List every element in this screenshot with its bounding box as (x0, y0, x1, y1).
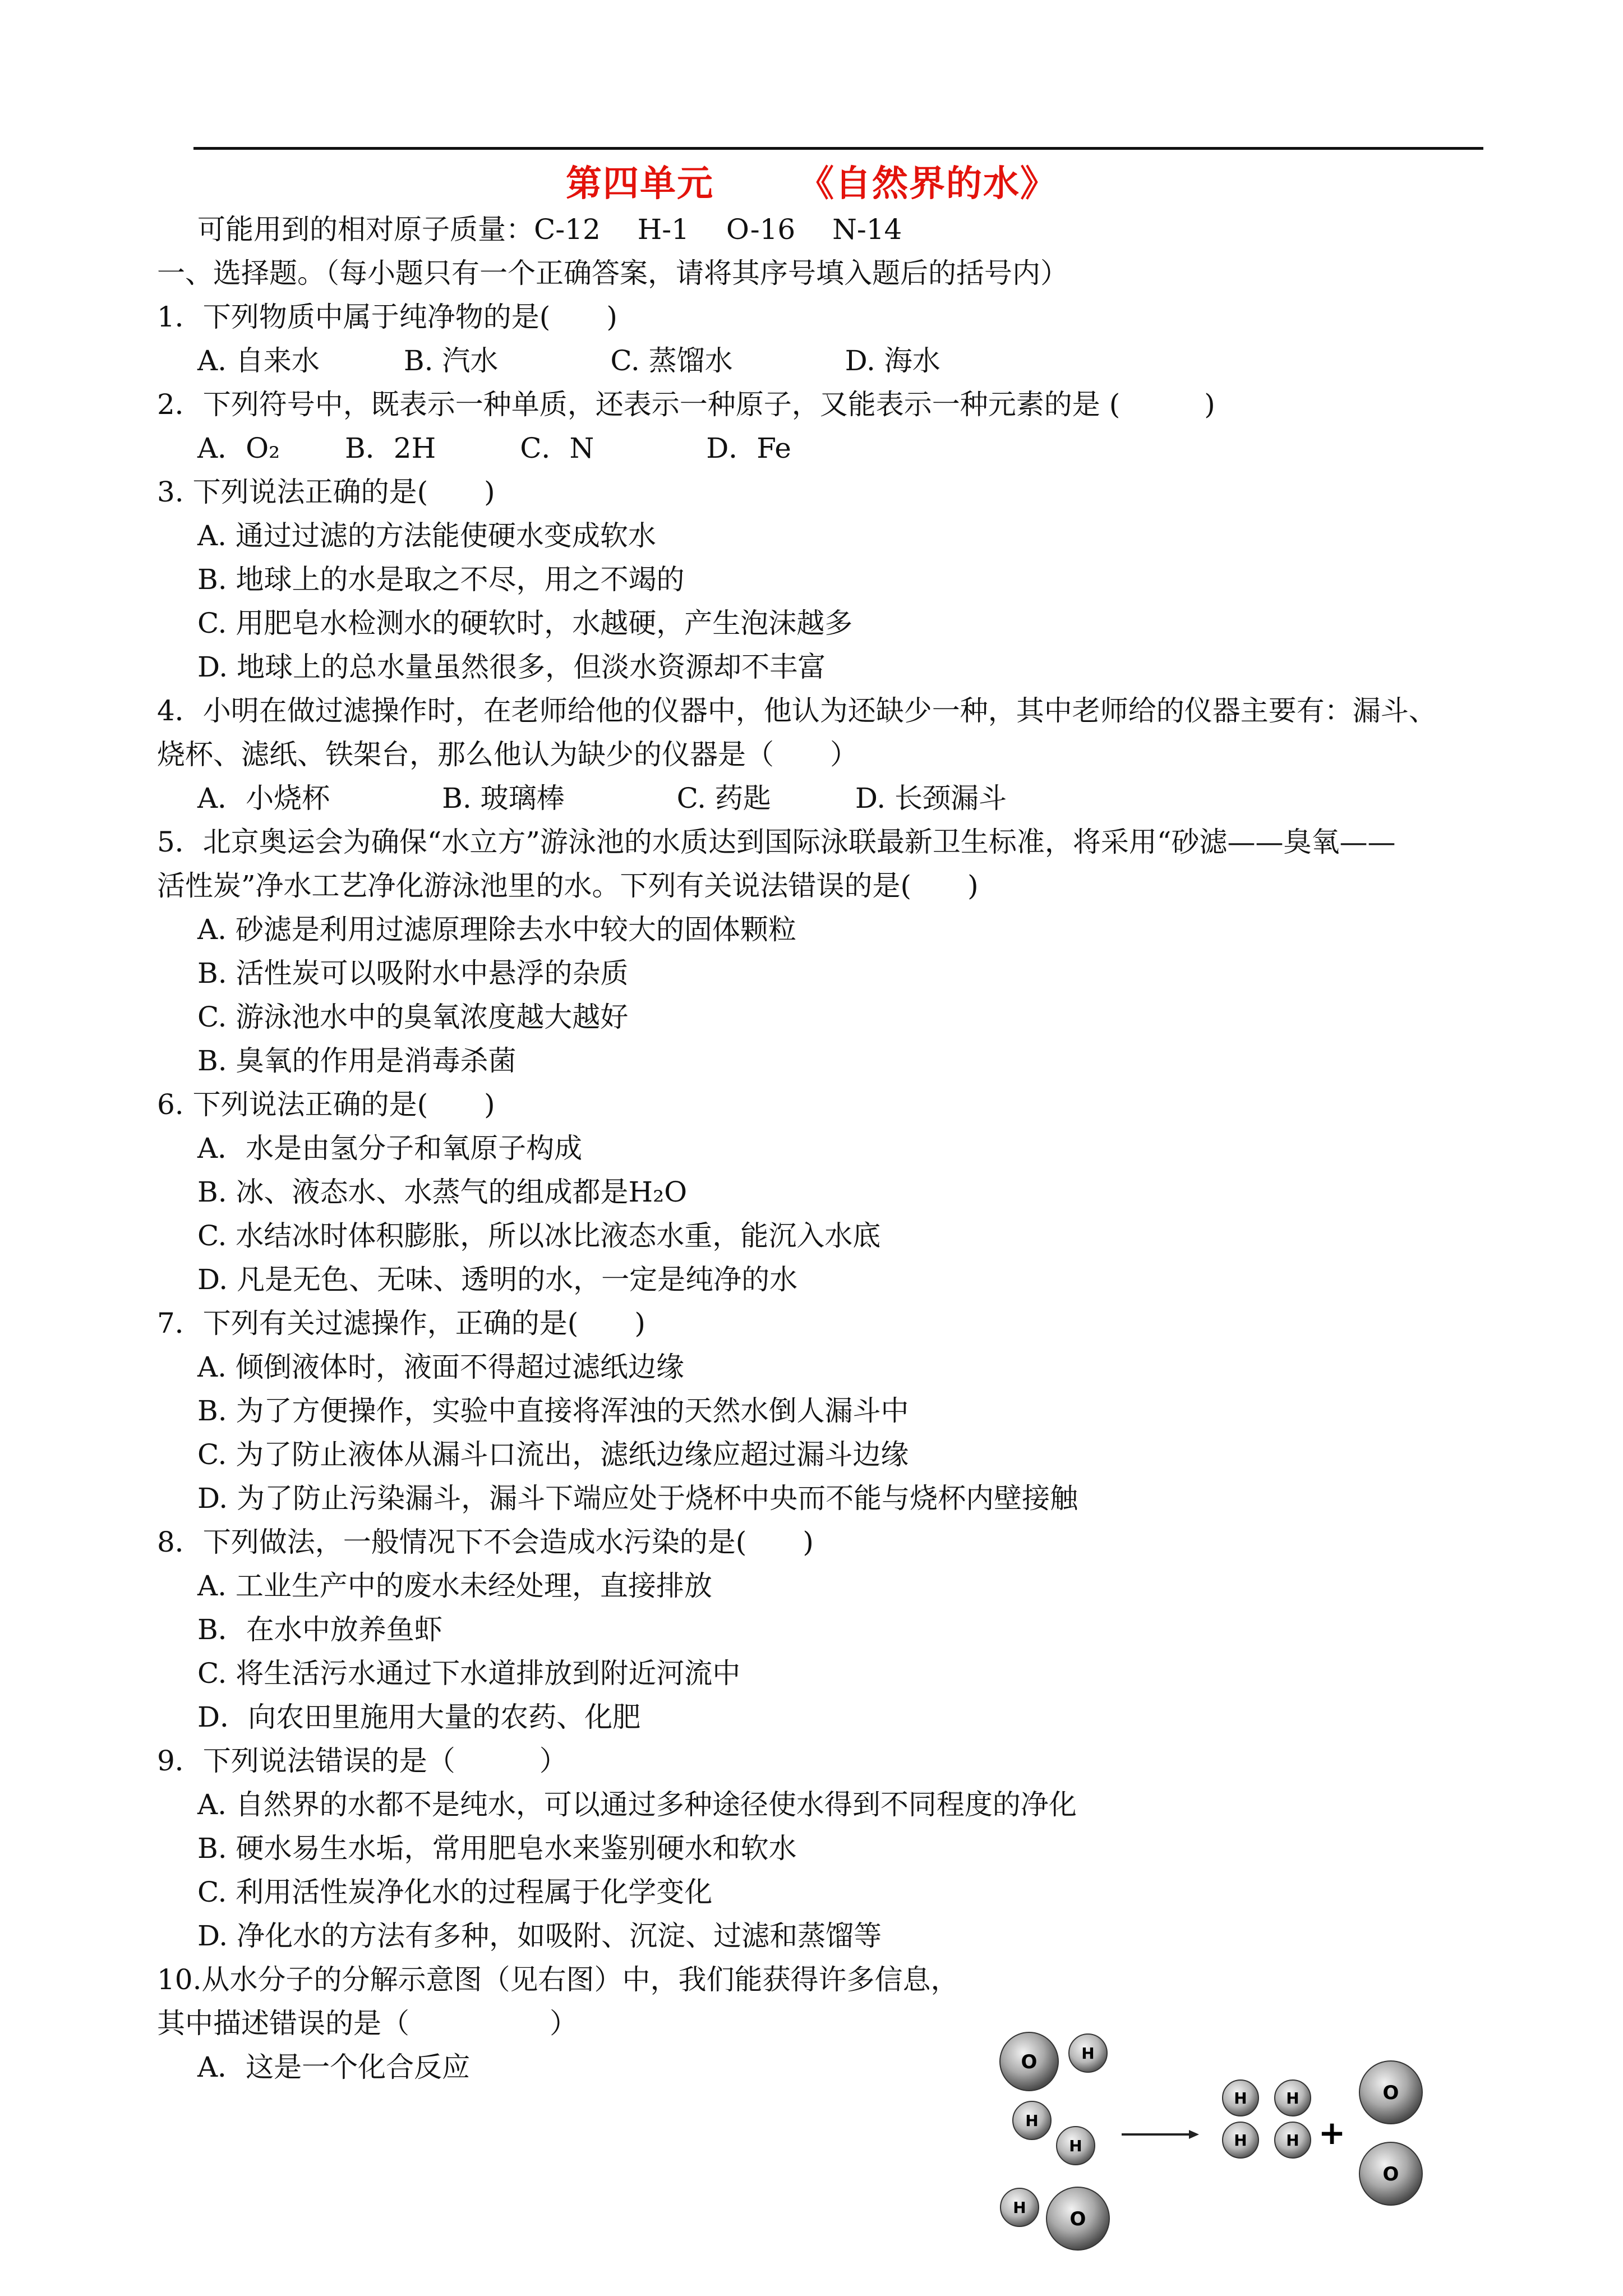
text-line: 5．北京奥运会为确保“水立方”游泳池的水质达到国际泳联最新卫生标准，将采用“砂滤——臭氧—— (157, 826, 1396, 858)
oxygen-label: O (1382, 2163, 1399, 2185)
hydrogen-atom (1223, 2122, 1258, 2158)
text-line: 10.从水分子的分解示意图（见右图）中，我们能获得许多信息， (157, 1963, 959, 1996)
hydrogen-label: H (1081, 2044, 1095, 2063)
oxygen-label: O (1021, 2051, 1038, 2073)
text-line: 9．下列说法错误的是（ ） (157, 1745, 568, 1777)
text-line: 3. 下列说法正确的是( ) (157, 476, 495, 508)
hydrogen-atom (1223, 2080, 1258, 2116)
text-line: C. 为了防止液体从漏斗口流出，滤纸边缘应超过漏斗边缘 (197, 1438, 909, 1471)
unit-label: 第四单元 (566, 163, 714, 205)
text-line: D．向农田里施用大量的农药、化肥 (197, 1701, 641, 1733)
text-line: A. 自然界的水都不是纯水，可以通过多种途径使水得到不同程度的净化 (197, 1788, 1077, 1821)
text-line: A．水是由氢分子和氧原子构成 (197, 1132, 583, 1165)
text-line: 8．下列做法，一般情况下不会造成水污染的是( ) (157, 1526, 814, 1558)
header-rule (193, 147, 1483, 150)
text-line: C. 利用活性炭净化水的过程属于化学变化 (197, 1876, 713, 1908)
text-line: A. 倾倒液体时，液面不得超过滤纸边缘 (197, 1351, 684, 1383)
hydrogen-label: H (1013, 2198, 1026, 2217)
text-line: 烧杯、滤纸、铁架台，那么他认为缺少的仪器是（ ） (157, 738, 858, 771)
text-line: C. 游泳池水中的臭氧浓度越大越好 (197, 1001, 629, 1033)
text-line: 4．小明在做过滤操作时，在老师给他的仪器中，他认为还缺少一种，其中老师给的仪器主要有：漏斗、 (157, 694, 1437, 727)
text-line: A. 自来水 B. 汽水 C. 蒸馏水 D. 海水 (197, 344, 940, 377)
text-line: A．小烧杯 B. 玻璃棒 C. 药匙 D. 长颈漏斗 (197, 782, 1007, 815)
text-line: 其中描述错误的是（ ） (157, 2007, 578, 2040)
text-line: A. 砂滤是利用过滤原理除去水中较大的固体颗粒 (197, 913, 796, 946)
text-line: C. 将生活污水通过下水道排放到附近河流中 (197, 1657, 741, 1690)
oxygen-label: O (1382, 2082, 1399, 2104)
plus-sign: + (1318, 2114, 1346, 2152)
oxygen-atom (1359, 2061, 1422, 2124)
text-line: D. 凡是无色、无味、透明的水，一定是纯净的水 (197, 1263, 798, 1296)
text-line: C. 水结冰时体积膨胀，所以冰比液态水重，能沉入水底 (197, 1220, 881, 1252)
text-line: 1．下列物质中属于纯净物的是( ) (157, 301, 617, 333)
hydrogen-atom (1000, 2188, 1039, 2226)
reaction-arrow-head (1189, 2130, 1199, 2139)
text-line: A. 工业生产中的废水未经处理，直接排放 (197, 1570, 712, 1602)
hydrogen-label: H (1025, 2111, 1039, 2130)
text-line: 活性炭”净水工艺净化游泳池里的水。下列有关说法错误的是( ) (157, 869, 979, 902)
hydrogen-label: H (1234, 2089, 1247, 2108)
text-line: B. 为了方便操作，实验中直接将浑浊的天然水倒人漏斗中 (197, 1395, 909, 1427)
hydrogen-atom (1275, 2122, 1311, 2158)
text-line: B. 活性炭可以吸附水中悬浮的杂质 (197, 957, 629, 990)
page-title (0, 155, 1623, 206)
text-line: A．O₂ B．2H C．N D．Fe (197, 432, 791, 464)
text-line: B. 地球上的水是取之不尽，用之不竭的 (197, 563, 685, 596)
oxygen-atom (1359, 2142, 1422, 2205)
hydrogen-atom (1069, 2034, 1107, 2072)
text-line: 7．下列有关过滤操作，正确的是( ) (157, 1307, 645, 1340)
oxygen-label: O (1069, 2208, 1086, 2230)
hydrogen-atom (1013, 2101, 1051, 2139)
text-line: D. 地球上的总水量虽然很多，但淡水资源却不丰富 (197, 651, 826, 683)
hydrogen-atom (1275, 2080, 1311, 2116)
text-line: 6. 下列说法正确的是( ) (157, 1088, 495, 1121)
text-line: 一、选择题。（每小题只有一个正确答案，请将其序号填入题后的括号内） (157, 257, 1068, 289)
hydrogen-label: H (1234, 2131, 1247, 2150)
hydrogen-label: H (1286, 2089, 1299, 2108)
text-line: D. 净化水的方法有多种，如吸附、沉淀、过滤和蒸馏等 (197, 1920, 882, 1952)
text-line: B. 冰、液态水、水蒸气的组成都是H₂O (197, 1176, 688, 1208)
text-line: 2．下列符号中，既表示一种单质，还表示一种原子，又能表示一种元素的是 ( ) (157, 388, 1215, 421)
text-line: B. 硬水易生水垢，常用肥皂水来鉴别硬水和软水 (197, 1832, 797, 1865)
unit-title: 《自然界的水》 (798, 163, 1057, 205)
hydrogen-label: H (1286, 2131, 1299, 2150)
text-line: B. 臭氧的作用是消毒杀菌 (197, 1045, 517, 1077)
hydrogen-label: H (1069, 2137, 1082, 2155)
water-decomposition-diagram (987, 2014, 1481, 2255)
text-line: A．这是一个化合反应 (197, 2051, 471, 2083)
text-line: B．在水中放养鱼虾 (197, 1613, 442, 1646)
text-line: C. 用肥皂水检测水的硬软时，水越硬，产生泡沫越多 (197, 607, 853, 639)
text-line: D. 为了防止污染漏斗，漏斗下端应处于烧杯中央而不能与烧杯内壁接触 (197, 1482, 1078, 1515)
hydrogen-atom (1057, 2127, 1095, 2165)
oxygen-atom (1046, 2187, 1109, 2250)
oxygen-atom (1000, 2032, 1058, 2091)
text-line: 可能用到的相对原子质量：C-12 H-1 O-16 N-14 (197, 213, 902, 246)
text-line: A. 通过过滤的方法能使硬水变成软水 (197, 519, 656, 552)
